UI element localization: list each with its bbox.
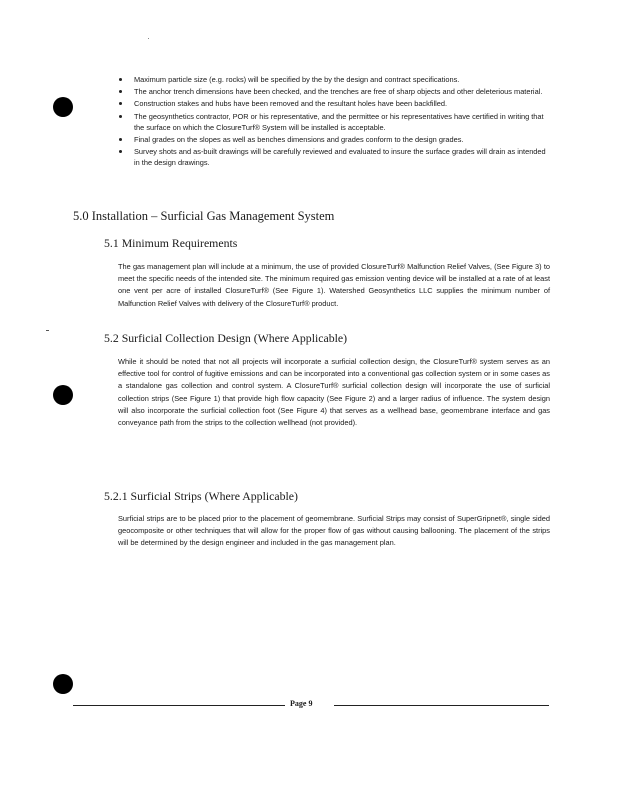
page-number: Page 9 (290, 699, 313, 708)
section-heading-5-2: 5.2 Surficial Collection Design (Where Applicable) (104, 331, 348, 345)
scan-speck (148, 38, 149, 39)
list-item: Construction stakes and hubs have been removed and the resultant holes have been backfilled. (118, 98, 550, 109)
paragraph-minimum-requirements: The gas management plan will include at a minimum, the use of provided ClosureTurf® Malfunction Relief Valves, (See Figure 3) to meet the specific needs of the intended site. The minimum required gas emission venting device will be installed at a rate of at least one vent per acre of installed ClosureTurf® (See Figure 1). Watershed Geosynthetics LLC supplies the minimum number of Malfunction Relief Valves with delivery of the ClosureTurf® product. (118, 262, 550, 308)
section-heading-5-2-1: 5.2.1 Surficial Strips (Where Applicable) (104, 489, 298, 503)
list-item: Final grades on the slopes as well as benches dimensions and grades conform to the design grades. (118, 134, 550, 145)
footer-rule-right (334, 705, 549, 706)
checklist-bullets (118, 74, 550, 170)
list-item: The anchor trench dimensions have been checked, and the trenches are free of sharp objects and other deleterious material. (118, 86, 550, 97)
binder-hole (53, 674, 73, 694)
footer-rule-left (73, 705, 285, 706)
list-item: The geosynthetics contractor, POR or his representative, and the permittee or his representatives have certified in writing that the surface on which the ClosureTurf® System will be installed is acceptable. (118, 111, 550, 133)
binder-hole (53, 97, 73, 117)
list-item: Maximum particle size (e.g. rocks) will be specified by the by the design and contract specifications. (118, 74, 550, 85)
paragraph-surficial-collection: While it should be noted that not all projects will incorporate a surficial collection design, the ClosureTurf® system serves as an effective tool for control of fugitive emissions and can be incorporated into a conventional gas collection system or in some cases as a standalone gas collection and control system. A ClosureTurf® surficial collection design will incorporate the use of surficial collection strips (See Figure 1) that provide high flow capacity (See Figure 2) and a larger radius of influence. The system design will also incorporate the surficial collection foot (See Figure 4) that serves as a wellhead base, geomembrane interface and gas conveyance path from the strips to the collection wellhead (not provided). (118, 357, 550, 428)
binder-hole (53, 385, 73, 405)
scan-speck (46, 330, 49, 331)
list-item: Survey shots and as-built drawings will be carefully reviewed and evaluated to insure the surface grades will drain as intended in the design drawings. (118, 146, 550, 168)
section-heading-5: 5.0 Installation – Surficial Gas Management System (73, 209, 335, 223)
section-heading-5-1: 5.1 Minimum Requirements (104, 236, 238, 250)
paragraph-surficial-strips: Surficial strips are to be placed prior to the placement of geomembrane. Surficial Strips may consist of SuperGripnet®, single sided geocomposite or other techniques that will allow for the proper flow of gas without causing ballooning. The placement of the strips will be determined by the design engineer and included in the gas management plan. (118, 514, 550, 548)
